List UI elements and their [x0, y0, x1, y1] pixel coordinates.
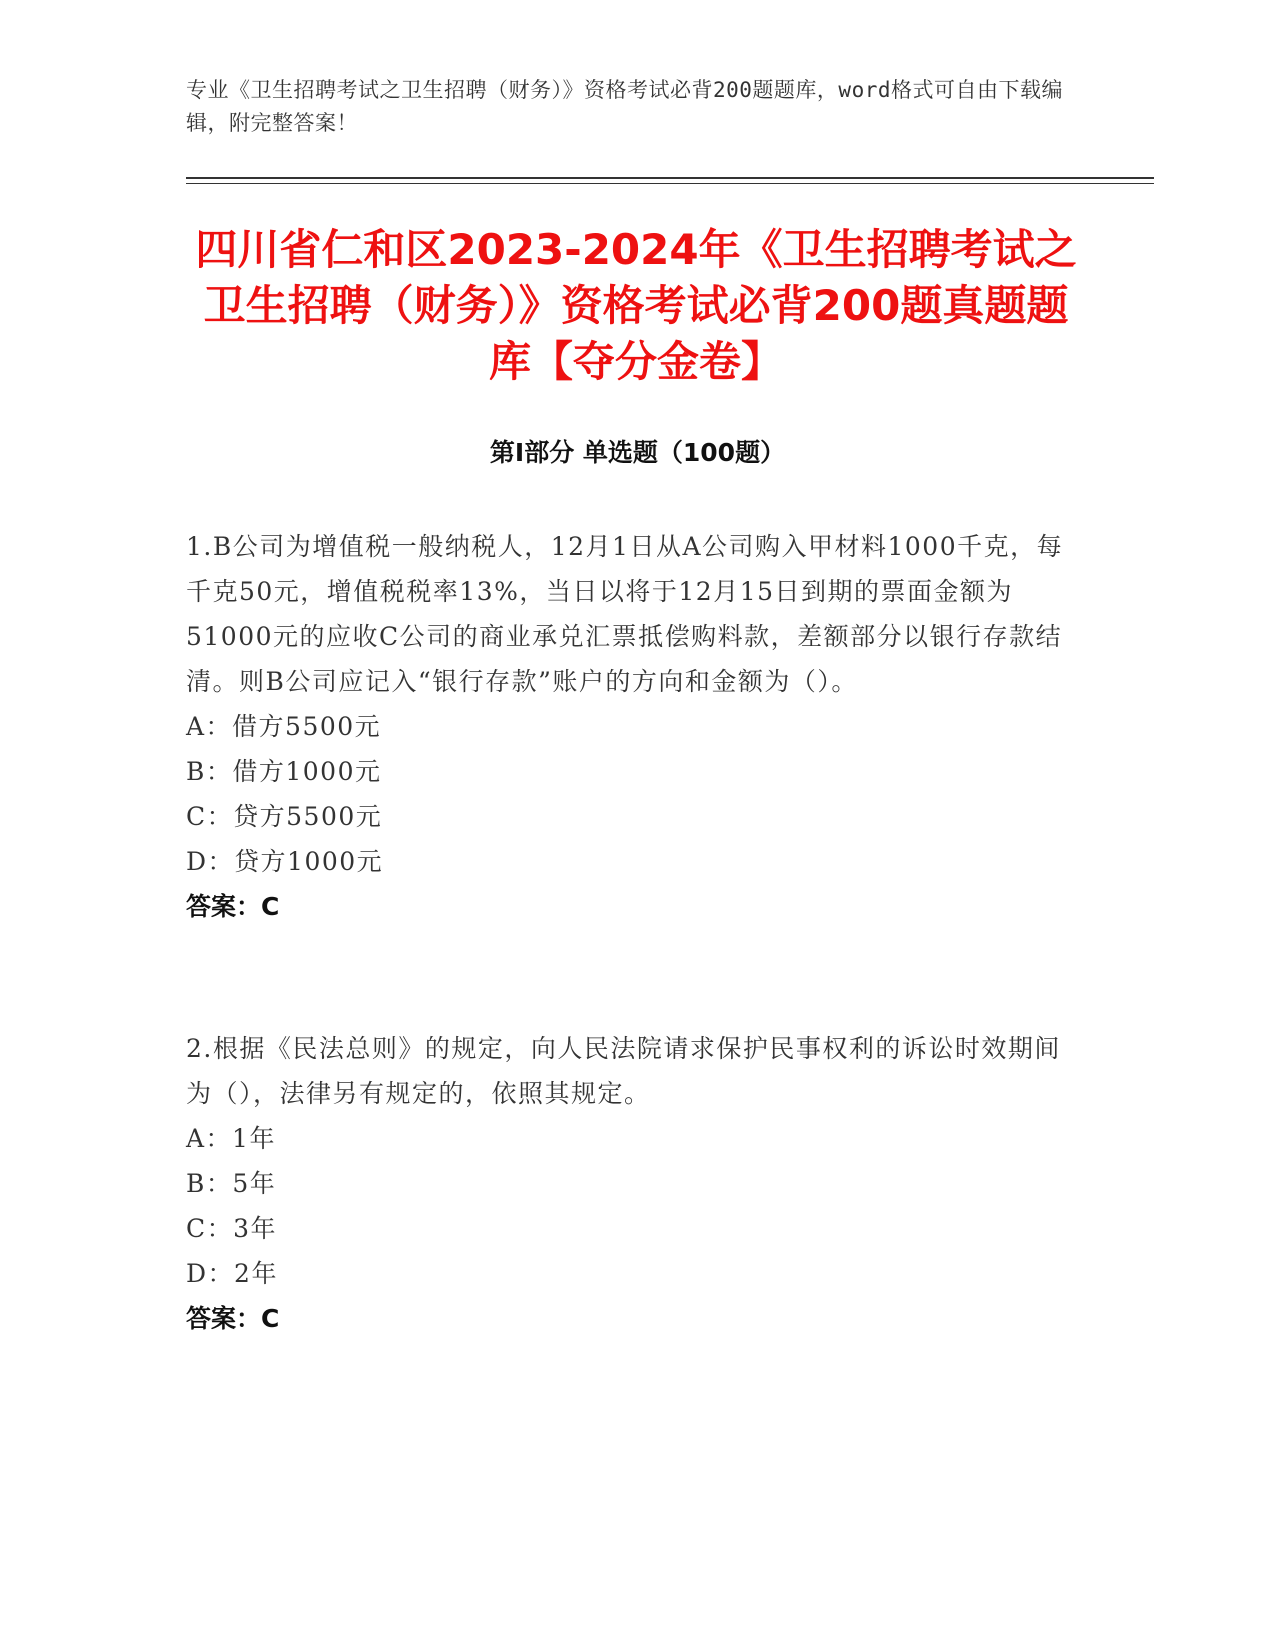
- option-b: B：借方1000元: [186, 757, 382, 786]
- option-d: D：2年: [186, 1259, 278, 1288]
- answer: 答案：C: [186, 892, 280, 921]
- section-title: 第Ⅰ部分 单选题（100题）: [489, 438, 786, 467]
- question-2: [186, 1026, 1066, 1341]
- option-a: A：1年: [186, 1124, 276, 1153]
- header-note: 专业《卫生招聘考试之卫生招聘（财务）》资格考试必背200题题库，word格式可自由下载编辑，附完整答案！: [186, 78, 1063, 135]
- option-c: C：贷方5500元: [186, 802, 383, 831]
- option-c: C：3年: [186, 1214, 278, 1243]
- header-divider-thick: [186, 177, 1154, 179]
- document-title: 四川省仁和区2023-2024年《卫生招聘考试之卫生招聘（财务）》资格考试必背200题真题题库【夺分金卷】: [195, 225, 1077, 386]
- header-divider-thin: [186, 183, 1154, 184]
- option-b: B：5年: [186, 1169, 277, 1198]
- question-1: [186, 524, 1066, 929]
- option-a: A：借方5500元: [186, 712, 382, 741]
- question-stem: 1.B公司为增值税一般纳税人，12月1日从A公司购入甲材料1000千克，每千克50元，增值税税率13%，当日以将于12月15日到期的票面金额为51000元的应收C公司的商业承兑汇票抵偿购料款，差额部分以银行存款结清。则B公司应记入“银行存款”账户的方向和金额为（）。: [186, 532, 1064, 696]
- answer: 答案：C: [186, 1304, 280, 1333]
- question-stem: 2.根据《民法总则》的规定，向人民法院请求保护民事权利的诉讼时效期间为（），法律另有规定的，依照其规定。: [186, 1034, 1061, 1108]
- option-d: D：贷方1000元: [186, 847, 384, 876]
